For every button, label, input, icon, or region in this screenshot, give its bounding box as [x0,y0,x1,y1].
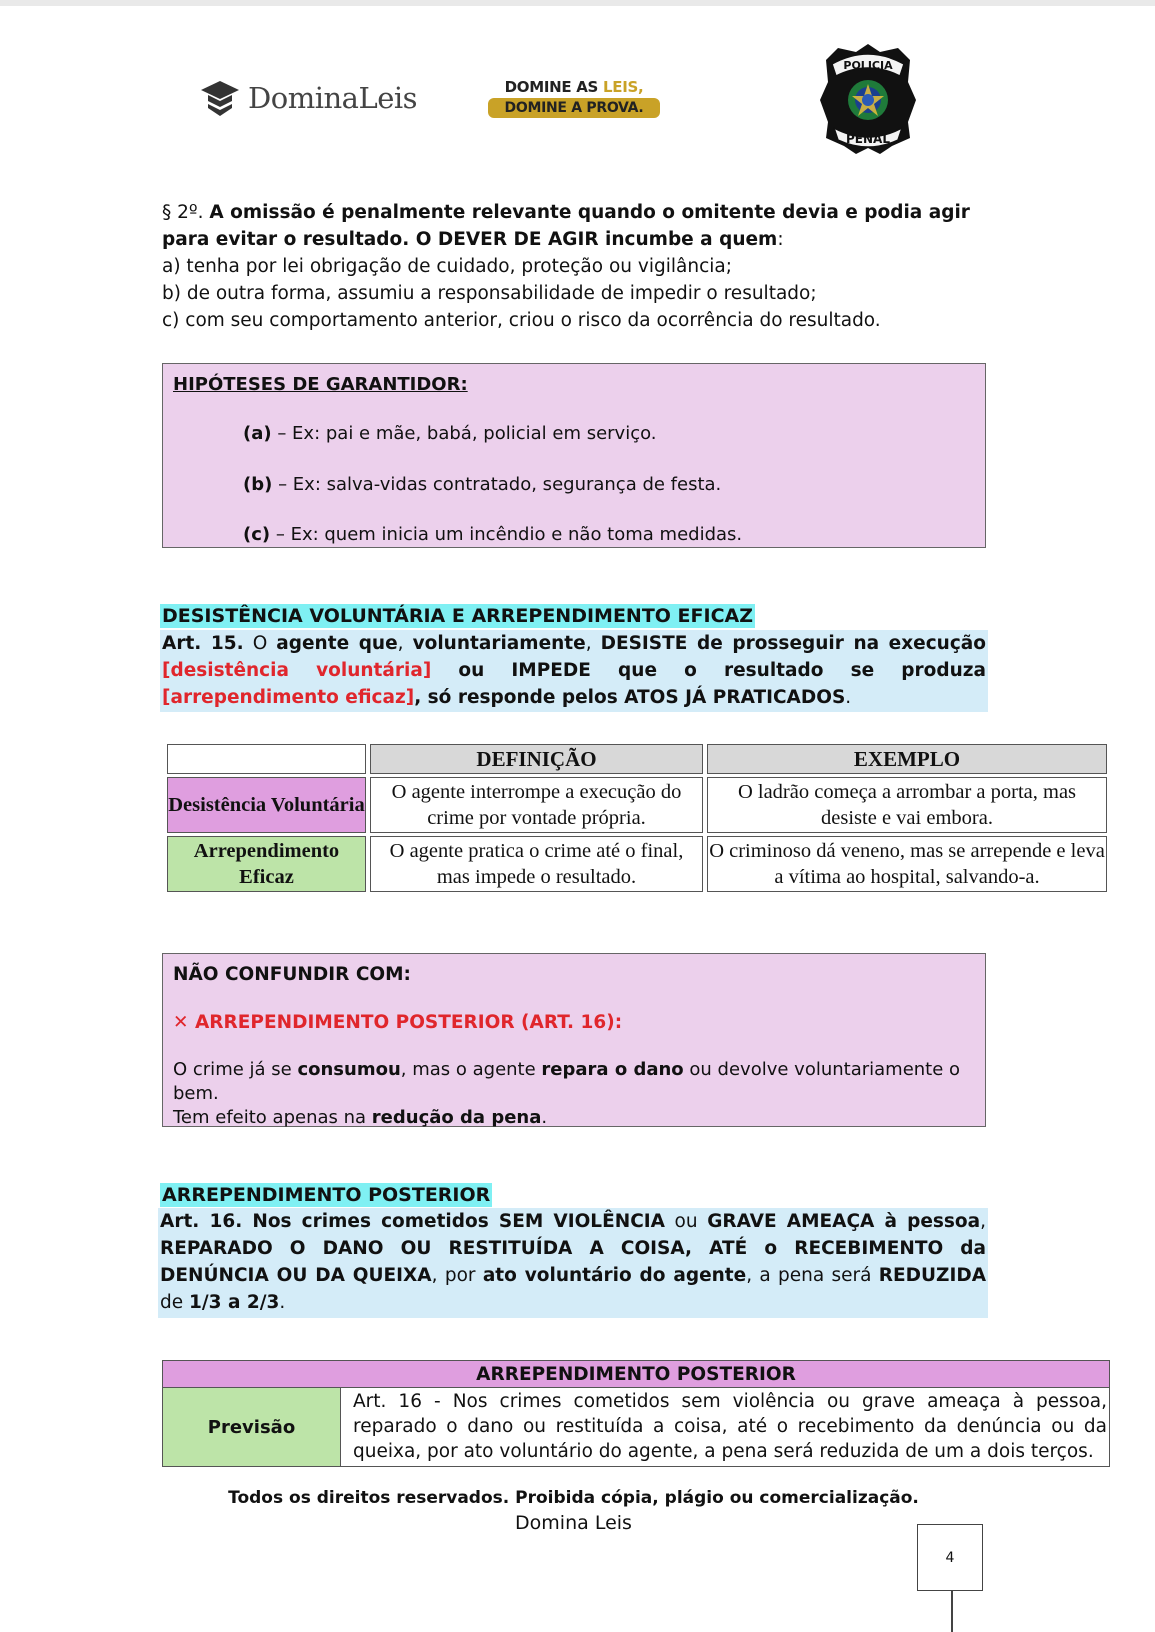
police-badge-icon [818,42,918,156]
text-run: agente que [276,633,398,654]
table-row [167,836,1107,892]
badge-top-text: POLICIA [843,59,893,72]
item-key: (b) [243,474,273,495]
art-15-block [160,630,988,712]
text-run: GRAVE AMEAÇA à pessoa [707,1211,981,1232]
brand-name: DominaLeis [248,81,418,115]
footer-rights: Todos os direitos reservados. Proibida cópia, plágio ou comercialização. [228,1488,919,1508]
text-run: ou [664,1211,708,1232]
page-top-edge [0,0,1155,6]
text-run: . [845,687,852,708]
table-row [163,1388,1110,1467]
text-run: Tem efeito apenas na [173,1107,372,1128]
arrependimento-posterior-table [162,1360,1110,1467]
garantidor-item-b [243,474,721,495]
garantidor-item-a [243,423,657,444]
table-header: ARREPENDIMENTO POSTERIOR [163,1361,1110,1388]
art-16-block [158,1208,988,1318]
red-highlight-desistencia: [desistência voluntária] [162,660,432,681]
item-key: (a) [243,423,272,444]
omission-bold-text: A omissão é penalmente relevante quando o omitente devia e podia agir para evitar o resultado. O DEVER DE AGIR incumbe a quem [162,202,970,250]
slogan-line-2: DOMINE A PROVA. [488,98,660,118]
text-run: REPARADO O DANO OU RESTITUÍDA A COISA, ATÉ o RECEBIMENTO da DENÚNCIA OU DA QUEIXA [160,1238,986,1286]
item-text: – Ex: pai e mãe, babá, policial em serviço. [271,423,657,444]
text-run: , mas o agente [400,1059,542,1080]
item-key: (c) [243,524,271,545]
row-label-arrependimento: Arrependimento Eficaz [167,836,366,892]
body-line-1 [173,1058,973,1106]
nao-confundir-body [173,1058,973,1130]
nao-confundir-title: NÃO CONFUNDIR COM: [173,964,411,985]
comparison-table [163,741,1111,895]
text-run: de [160,1292,190,1313]
text-run: REDUZIDA [878,1265,987,1286]
row-definition: O agente interrompe a execução do crime por vontade própria. [370,777,703,833]
text-run: , só responde pelos ATOS JÁ PRATICADOS [414,687,846,708]
text-run: , por [431,1265,483,1286]
cross-icon: ✕ [173,1012,189,1033]
text-run: redução da pena [371,1107,542,1128]
previsao-text: Art. 16 - Nos crimes cometidos sem violência ou grave ameaça à pessoa, reparado o dano ou restituída a coisa, até o recebimento da denúncia ou da queixa, por ato voluntário do agente, a pena será reduzida de um a dois terços. [341,1388,1110,1467]
text-run: O [243,633,277,654]
omission-colon: : [777,229,784,250]
row-label-desistencia: Desistência Voluntária [167,777,366,833]
item-text: – Ex: quem inicia um incêndio e não toma medidas. [270,524,743,545]
row-example: O ladrão começa a arrombar a porta, mas desiste e vai embora. [707,777,1107,833]
table-header-row [163,1361,1110,1388]
text-run: , [585,633,601,654]
text-run: O crime já se [173,1059,298,1080]
body-line-2 [173,1106,973,1130]
policia-penal-badge [818,42,918,160]
header-definicao: DEFINIÇÃO [370,744,703,774]
garantidor-title: HIPÓTESES DE GARANTIDOR: [173,374,468,395]
section-title-desistencia: DESISTÊNCIA VOLUNTÁRIA E ARREPENDIMENTO EFICAZ [162,605,754,627]
footer-brand: Domina Leis [515,1512,632,1534]
previsao-label: Previsão [163,1388,341,1467]
text-run: ou devolve voluntariamente o bem. [173,1059,961,1104]
slogan [488,78,660,118]
duty-item-b: b) de outra forma, assumiu a responsabilidade de impedir o resultado; [162,283,817,304]
section-title-arrependimento-posterior: ARREPENDIMENTO POSTERIOR [162,1184,491,1206]
text-run: de [687,633,733,654]
duty-item-c: c) com seu comportamento anterior, criou o risco da ocorrência do resultado. [162,310,881,331]
item-text: – Ex: salva-vidas contratado, segurança de festa. [272,474,722,495]
graduation-cap-icon [200,78,240,118]
text-run: 1/3 a 2/3 [189,1292,280,1313]
omission-paragraph [162,199,988,334]
warning-text: ARREPENDIMENTO POSTERIOR (ART. 16): [188,1012,623,1033]
slogan-line-1 [488,78,660,96]
slogan-line-1-accent: LEIS, [602,78,644,96]
arrependimento-posterior-warning [173,1012,622,1033]
text-run: . [279,1292,286,1313]
badge-bottom-text: PENAL [846,132,890,146]
text-run: . [541,1107,548,1128]
nao-confundir-box [162,953,986,1127]
page-number: 4 [917,1524,983,1591]
garantidor-box [162,363,986,548]
table-row [167,777,1107,833]
red-highlight-arrependimento: [arrependimento eficaz] [162,687,415,708]
table-corner-cell [167,744,366,774]
garantidor-item-c [243,524,742,545]
text-run: consumou [297,1059,401,1080]
slogan-line-1-text: DOMINE AS [504,78,603,96]
text-run: ato voluntário do agente [482,1265,747,1286]
text-run: voluntariamente [412,633,586,654]
page-number-line [951,1591,953,1632]
paragraph-symbol: § 2º. [162,202,210,223]
text-run: , [980,1211,986,1232]
header-exemplo: EXEMPLO [707,744,1107,774]
text-run: prosseguir na execução [732,633,987,654]
art-15-label: Art. 15. [162,633,244,654]
duty-item-a: a) tenha por lei obrigação de cuidado, proteção ou vigilância; [162,256,732,277]
text-run: ou IMPEDE que o resultado se produza [431,660,986,681]
omission-statement [162,199,988,253]
row-definition: O agente pratica o crime até o final, mas impede o resultado. [370,836,703,892]
text-run: repara o dano [541,1059,684,1080]
text-run: DESISTE [600,633,688,654]
table-header-row [167,744,1107,774]
text-run: , a pena será [746,1265,879,1286]
row-example: O criminoso dá veneno, mas se arrepende e leva a vítima ao hospital, salvando-a. [707,836,1107,892]
text-run: , [397,633,413,654]
domina-leis-logo [200,78,417,118]
text-run: Art. 16. Nos crimes cometidos SEM VIOLÊNCIA [160,1211,665,1232]
